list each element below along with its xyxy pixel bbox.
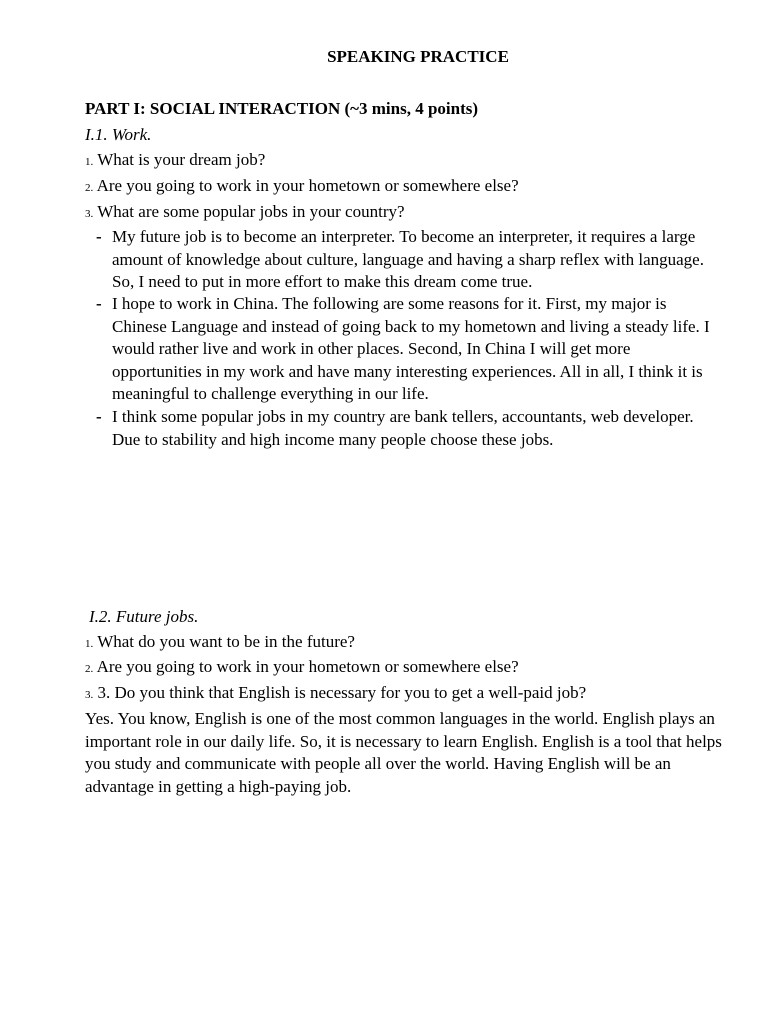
question-number: 1. [85,156,94,168]
answer-bullet [96,226,712,294]
answer-text: I hope to work in China. The following are some reasons for it. First, my major is Chinese Language and instead of going back to my hometown and living a steady life. I would rather live and work in other places. Second, In China I will get more opportunities in my work and have many interesting experiences. All in all, I think it is meaningful to challenge everything in our life. [112,294,710,403]
question-item [85,656,519,680]
answer-text: My future job is to become an interpreter. To become an interpreter, it requires a large amount of knowledge about culture, language and having a sharp reflex with language. So, I need to put in more effort to make this dream come true. [112,227,704,291]
section-heading-work: I.1. Work. [85,125,152,144]
part-heading: PART I: SOCIAL INTERACTION (~3 mins, 4 points) [85,99,479,118]
bullet-dash: - [96,294,102,313]
question-item [85,682,586,706]
bullet-dash: - [96,227,102,246]
answer-bullet [96,293,712,406]
question-number: 2. [85,182,94,194]
question-text: What is your dream job? [97,150,266,169]
question-item [85,149,265,173]
question-text: Are you going to work in your hometown or somewhere else? [96,657,519,676]
question-text: 3. Do you think that English is necessary for you to get a well-paid job? [97,683,587,702]
question-number: 3. [85,689,94,701]
question-number: 1. [85,638,94,650]
answer-text: I think some popular jobs in my country are bank tellers, accountants, web developer. Due to stability and high income many people choose these jobs. [112,407,694,449]
answer-bullet [96,406,712,451]
question-text: What are some popular jobs in your country? [97,202,405,221]
question-number: 3. [85,208,94,220]
answer-paragraph: Yes. You know, English is one of the most common languages in the world. English plays an important role in our daily life. So, it is necessary to learn English. English is a tool that helps you study and communicate with people all over the world. Having English will be an advantage in getting a high-paying job. [85,709,722,796]
section-heading-future-jobs: I.2. Future jobs. [89,607,199,626]
bullet-dash: - [96,407,102,426]
question-text: Are you going to work in your hometown or somewhere else? [96,176,519,195]
question-item [85,175,519,199]
document-title: SPEAKING PRACTICE [327,47,509,66]
question-number: 2. [85,663,94,675]
question-text: What do you want to be in the future? [97,632,355,651]
question-item [85,631,355,655]
question-item [85,201,405,225]
